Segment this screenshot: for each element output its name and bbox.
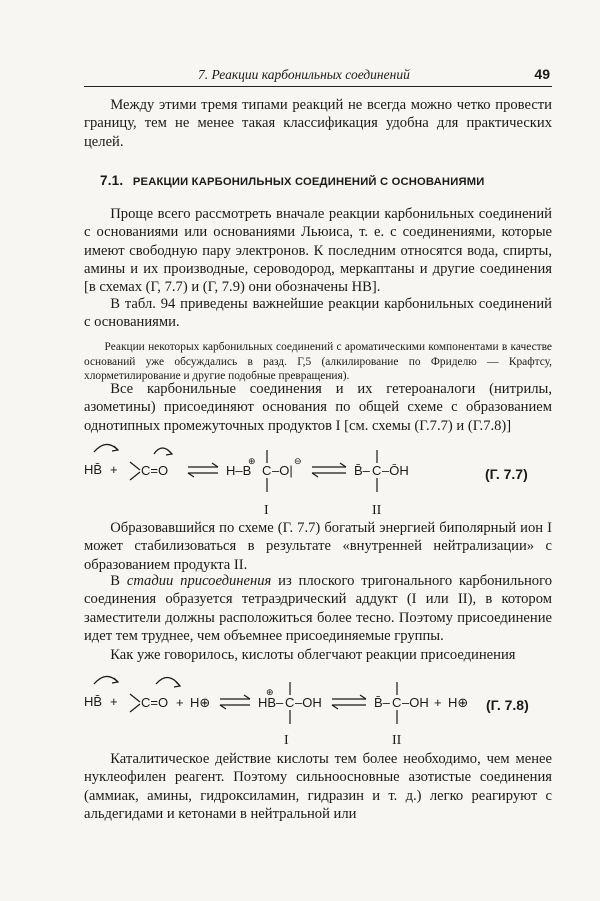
svg-text:C: C (262, 463, 272, 478)
compound-label-1: I (284, 733, 289, 748)
svg-text:+: + (176, 695, 184, 710)
section-heading (100, 173, 540, 188)
svg-text:H⊕: H⊕ (448, 695, 469, 710)
compound-label-1: I (264, 503, 269, 518)
section-number: 7.1. (100, 173, 124, 188)
carbonyl: C=O (141, 695, 169, 710)
reagent-hb: HB̄ (84, 462, 103, 477)
reaction-scheme-1 (84, 440, 554, 520)
reaction-scheme-2 (84, 670, 554, 750)
svg-text:C: C (285, 695, 295, 710)
paragraph-7: Каталитическое действие кислоты тем более необходимо, чем менее нуклеофилен реагент. Поэтому сильноосновные азотистые соединения (аммиак, амины, гидроксиламин, гидразин и т. д.) легко реагируют с альдегидами и кетонами в нейтральной или (84, 751, 552, 822)
scheme-1-drawing (84, 440, 554, 520)
compound-label-2: II (372, 503, 382, 518)
svg-text:–O|: –O| (272, 463, 293, 478)
intro-paragraph: Между этими тремя типами реакций не всегда можно четко провести границу, тем не менее такая классификация удобна для практических целей. (84, 97, 552, 150)
scheme-2-label: (Г. 7.8) (486, 697, 529, 713)
svg-text:B̄–: B̄– (354, 463, 370, 478)
reagent-hb: HB̄ (84, 694, 103, 709)
carbonyl: C=O (141, 463, 169, 478)
paragraph-6: Как уже говорилось, кислоты облегчают реакции присоединения (110, 647, 516, 663)
paragraph-4: Образовавшийся по схеме (Г. 7.7) богатый энергией биполярный ион I может стабилизоваться в результате «внутренней нейтрализации» с образованием продукта II. (84, 520, 552, 573)
scheme-2-drawing (84, 670, 554, 750)
svg-text:C: C (392, 695, 402, 710)
paragraph-3: Все карбонильные соединения и их гетероаналоги (нитрилы, азометины) присоединяют основания по общей схеме с образованием однотипных промежуточных продуктов I [см. схемы (Г.7.7) и (Г.7.8)] (84, 381, 552, 434)
header-rule (84, 86, 552, 87)
svg-text:–OH: –OH (402, 695, 429, 710)
svg-text:B̄–: B̄– (374, 695, 390, 710)
paragraph-2: В табл. 94 приведены важнейшие реакции карбонильных соединений с основаниями. (84, 296, 552, 331)
page-number: 49 (534, 66, 550, 82)
svg-text:H⊕: H⊕ (190, 695, 211, 710)
arrowhead-icon (166, 450, 172, 455)
svg-text:⊕: ⊕ (248, 456, 256, 466)
svg-text:⊖: ⊖ (294, 456, 302, 466)
svg-text:+: + (434, 695, 442, 710)
scheme-1-label: (Г. 7.7) (485, 466, 528, 482)
svg-text:+: + (110, 694, 118, 709)
svg-text:+: + (110, 462, 118, 477)
svg-text:–OH: –OH (295, 695, 322, 710)
svg-text:HB–: HB– (258, 695, 284, 710)
svg-text:H–B: H–B (226, 463, 252, 478)
svg-text:⊕: ⊕ (266, 687, 274, 697)
svg-text:C: C (372, 463, 382, 478)
svg-text:–ŌH: –ŌH (382, 463, 409, 478)
section-title: РЕАКЦИИ КАРБОНИЛЬНЫХ СОЕДИНЕНИЙ С ОСНОВАНИЯМИ (132, 176, 485, 188)
paragraph-5: В стадии присоединения из плоского тригонального карбонильного соединения образуется тетраэдрический аддукт (I или II), в котором заместители должны расположиться более тесно. Поэтому присоединение идет тем труднее, чем объемнее присоединяемые группы. (84, 573, 552, 644)
page-header (80, 66, 550, 84)
compound-label-2: II (392, 733, 402, 748)
small-note: Реакции некоторых карбонильных соединений с ароматическими компонентами в качестве оснований уже обсуждались в разд. Г,5 (алкилирование по Фриделю — Крафтсу, хлорметилирование и другие подобные превращения). (84, 341, 552, 383)
arrowhead-icon (174, 682, 180, 687)
paragraph-1: Проще всего рассмотреть вначале реакции карбонильных соединений с основаниями или основаниями Льюиса, т. е. с соединениями, которые имеют свободную пару электронов. К последним относятся вода, спирты, амины и их производные, сероводород, меркаптаны и другие соединения [в схемах (Г, 7.7) и (Г, 7.9) они обозначены HB]. (84, 206, 552, 296)
running-title: 7. Реакции карбонильных соединений (198, 67, 410, 82)
